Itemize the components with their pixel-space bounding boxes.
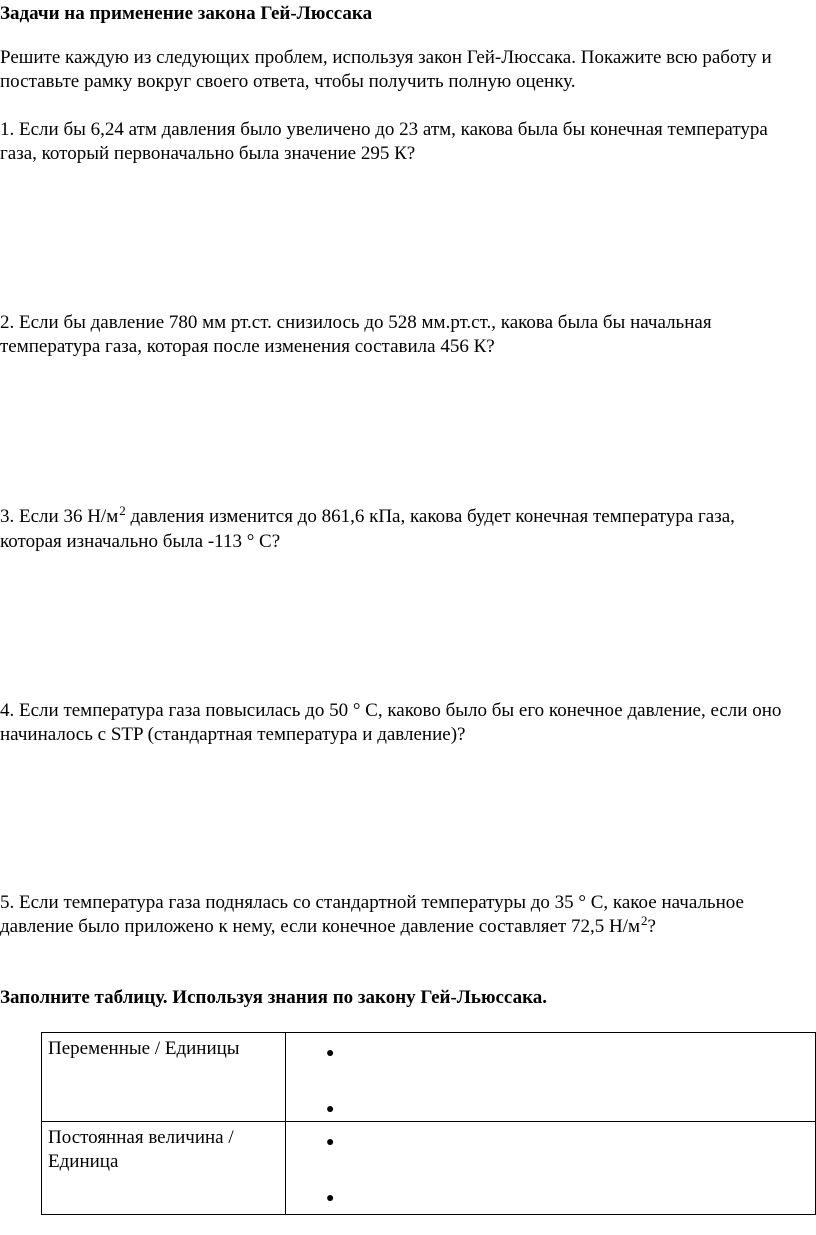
problem-5-superscript: 2: [640, 913, 648, 928]
bullet-icon: ●: [326, 1135, 335, 1150]
bullet-icon: ●: [326, 1102, 335, 1117]
problem-5-text-before: 5. Если температура газа поднялась со стандартной температуры до 35 ° С, какое начальное давление было приложено к нему, если конечное давление составляет 72,5 Н/м: [0, 892, 744, 937]
answer-cell-constant[interactable]: [286, 1122, 816, 1215]
row-label-variables: Переменные / Единицы: [42, 1033, 286, 1122]
table-row-constant: [42, 1122, 816, 1215]
problem-2: 2. Если бы давление 780 мм рт.ст. снизилось до 528 мм.рт.ст., какова была бы начальная температура газа, которая после изменения составила 456 К?: [0, 312, 712, 357]
table-heading: Заполните таблицу. Используя знания по закону Гей-Льюссака.: [0, 987, 548, 1008]
bullet-icon: ●: [326, 1191, 335, 1206]
instructions-paragraph: Решите каждую из следующих проблем, используя закон Гей-Люссака. Покажите всю работу и поставьте рамку вокруг своего ответа, чтобы получить полную оценку.: [0, 47, 772, 92]
problem-4: 4. Если температура газа повысилась до 50 ° С, каково было бы его конечное давление, если оно начиналось с STP (стандартная температура и давление)?: [0, 700, 782, 745]
problem-1: 1. Если бы 6,24 атм давления было увеличено до 23 атм, какова была бы конечная температура газа, который первоначально была значение 295 К?: [0, 119, 768, 164]
problem-3-text-before: 3. Если 36 Н/м: [0, 506, 119, 527]
problem-5: [0, 891, 800, 940]
answer-cell-variables[interactable]: [286, 1033, 816, 1122]
problem-5-text-after: ?: [647, 916, 656, 937]
problem-3: [0, 505, 800, 554]
problem-3-superscript: 2: [119, 503, 126, 518]
table-row-variables: [42, 1033, 816, 1122]
bullet-icon: ●: [326, 1046, 335, 1061]
problem-3-text-after: давления изменится до 861,6 кПа, какова будет конечная температура газа, которая изначально была -113 ° С?: [0, 506, 735, 552]
gay-lussac-table: [41, 1032, 816, 1215]
page-title: Задачи на применение закона Гей-Люссака: [0, 3, 373, 24]
row-label-constant: Постоянная величина / Единица: [42, 1122, 286, 1215]
